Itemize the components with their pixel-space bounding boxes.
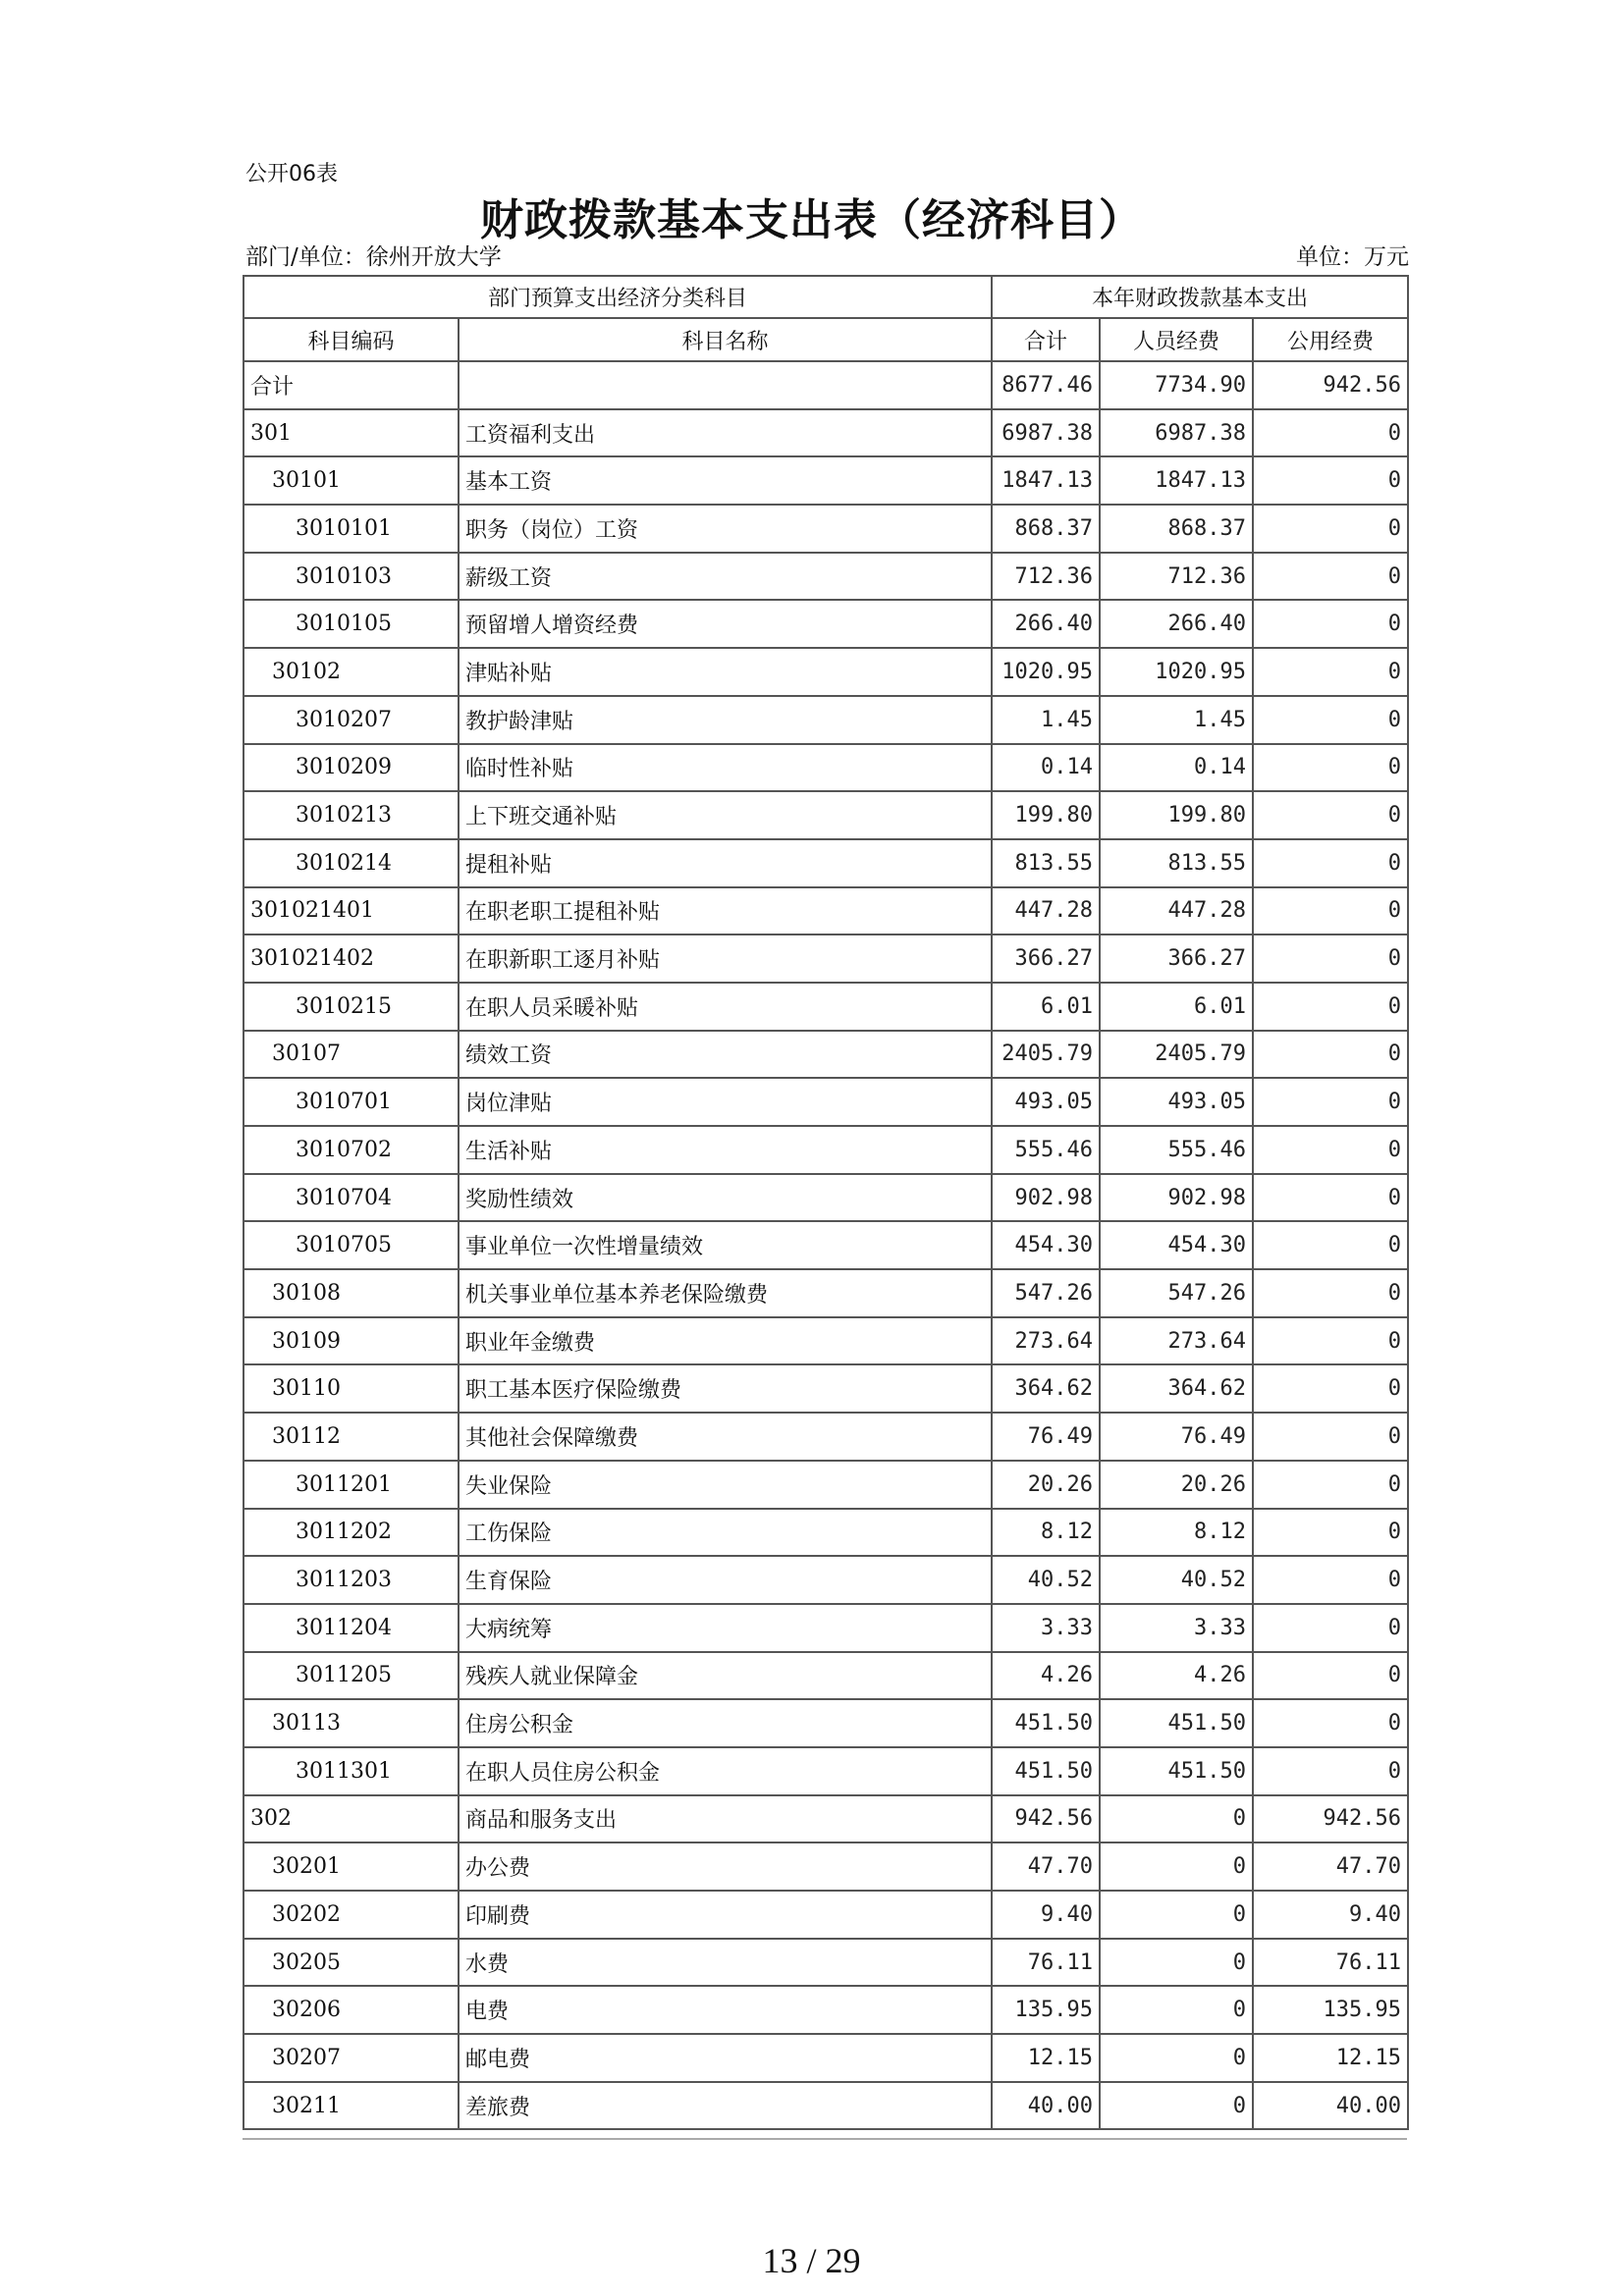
- row-public: 135.95: [1253, 1986, 1408, 2034]
- row-total: 942.56: [992, 1795, 1100, 1843]
- row-code: 3010215: [243, 983, 459, 1031]
- table-row: [243, 1413, 1408, 1461]
- row-total: 76.11: [992, 1939, 1100, 1987]
- row-code: 3010209: [243, 744, 459, 792]
- row-total: 266.40: [992, 600, 1100, 648]
- row-total: 135.95: [992, 1986, 1100, 2034]
- row-total: 813.55: [992, 839, 1100, 887]
- page-title: 财政拨款基本支出表（经济科目）: [480, 195, 1143, 245]
- row-total: 273.64: [992, 1317, 1100, 1365]
- form-number: 公开06表: [245, 162, 338, 187]
- row-name: 其他社会保障缴费: [459, 1413, 992, 1461]
- row-name: 岗位津贴: [459, 1078, 992, 1126]
- row-personnel: 1.45: [1100, 696, 1253, 744]
- row-public: 0: [1253, 1604, 1408, 1652]
- row-public: 0: [1253, 1364, 1408, 1413]
- row-name: 津贴补贴: [459, 648, 992, 696]
- row-total: 447.28: [992, 887, 1100, 935]
- table-row: [243, 791, 1408, 839]
- row-total: 902.98: [992, 1174, 1100, 1222]
- row-personnel: 6987.38: [1100, 409, 1253, 457]
- row-total: 3.33: [992, 1604, 1100, 1652]
- row-code: 3010702: [243, 1126, 459, 1174]
- row-public: 76.11: [1253, 1939, 1408, 1987]
- group-header-appropriation: 本年财政拨款基本支出: [992, 276, 1408, 318]
- row-personnel: 7734.90: [1100, 361, 1253, 409]
- table-row: [243, 696, 1408, 744]
- row-total: 364.62: [992, 1364, 1100, 1413]
- row-public: 0: [1253, 887, 1408, 935]
- row-public: 0: [1253, 1413, 1408, 1461]
- row-total: 1847.13: [992, 456, 1100, 505]
- row-code: 30101: [243, 456, 459, 505]
- row-code: 3010705: [243, 1221, 459, 1269]
- row-name: 职务（岗位）工资: [459, 505, 992, 553]
- page-indicator: 13 / 29: [762, 2241, 861, 2280]
- table-row: [243, 1556, 1408, 1604]
- row-name: 差旅费: [459, 2082, 992, 2130]
- row-name: 教护龄津贴: [459, 696, 992, 744]
- row-total: 366.27: [992, 934, 1100, 983]
- row-name: 邮电费: [459, 2034, 992, 2082]
- row-personnel: 547.26: [1100, 1269, 1253, 1317]
- row-name: 基本工资: [459, 456, 992, 505]
- row-name: 失业保险: [459, 1461, 992, 1509]
- row-personnel: 0: [1100, 2034, 1253, 2082]
- row-name: 职业年金缴费: [459, 1317, 992, 1365]
- row-name: 在职人员采暖补贴: [459, 983, 992, 1031]
- row-code: 30110: [243, 1364, 459, 1413]
- row-total: 868.37: [992, 505, 1100, 553]
- table-row: [243, 1317, 1408, 1365]
- row-public: 0: [1253, 1078, 1408, 1126]
- row-personnel: 902.98: [1100, 1174, 1253, 1222]
- row-code: 3010103: [243, 553, 459, 601]
- row-public: 0: [1253, 1699, 1408, 1747]
- row-code: 3011202: [243, 1509, 459, 1557]
- expenditure-table: [243, 275, 1409, 2130]
- row-code: 3010214: [243, 839, 459, 887]
- column-header-public: 公用经费: [1253, 318, 1408, 361]
- row-name: 印刷费: [459, 1891, 992, 1939]
- row-code: 30211: [243, 2082, 459, 2130]
- table-row: [243, 1078, 1408, 1126]
- row-personnel: 813.55: [1100, 839, 1253, 887]
- table-row: [243, 1126, 1408, 1174]
- row-total: 9.40: [992, 1891, 1100, 1939]
- row-total: 547.26: [992, 1269, 1100, 1317]
- row-name: 机关事业单位基本养老保险缴费: [459, 1269, 992, 1317]
- row-code: 3011301: [243, 1747, 459, 1795]
- row-code: 3010704: [243, 1174, 459, 1222]
- row-public: 0: [1253, 934, 1408, 983]
- table-row: [243, 505, 1408, 553]
- table-row: [243, 744, 1408, 792]
- column-header-total: 合计: [992, 318, 1100, 361]
- table-row: [243, 1604, 1408, 1652]
- row-code: 30112: [243, 1413, 459, 1461]
- row-code: 301021402: [243, 934, 459, 983]
- row-code: 3011203: [243, 1556, 459, 1604]
- row-name: 奖励性绩效: [459, 1174, 992, 1222]
- row-personnel: 0: [1100, 1795, 1253, 1843]
- row-name: 商品和服务支出: [459, 1795, 992, 1843]
- row-code: 3011205: [243, 1652, 459, 1700]
- row-personnel: 266.40: [1100, 600, 1253, 648]
- row-personnel: 366.27: [1100, 934, 1253, 983]
- table-row: [243, 887, 1408, 935]
- table-row: [243, 1364, 1408, 1413]
- table-row: [243, 1221, 1408, 1269]
- row-code: 302: [243, 1795, 459, 1843]
- row-name: 在职人员住房公积金: [459, 1747, 992, 1795]
- row-total: 40.52: [992, 1556, 1100, 1604]
- row-total: 0.14: [992, 744, 1100, 792]
- table-row: [243, 1461, 1408, 1509]
- row-name: 电费: [459, 1986, 992, 2034]
- department-label: 部门/单位：徐州开放大学: [245, 244, 502, 270]
- row-total: 451.50: [992, 1699, 1100, 1747]
- row-name: 在职老职工提租补贴: [459, 887, 992, 935]
- row-public: 0: [1253, 1031, 1408, 1079]
- row-public: 0: [1253, 553, 1408, 601]
- row-name: 工伤保险: [459, 1509, 992, 1557]
- row-public: 9.40: [1253, 1891, 1408, 1939]
- row-personnel: 0: [1100, 1986, 1253, 2034]
- table-row: [243, 1031, 1408, 1079]
- table-row: [243, 2034, 1408, 2082]
- row-name: 预留增人增资经费: [459, 600, 992, 648]
- row-personnel: 76.49: [1100, 1413, 1253, 1461]
- row-code: 30201: [243, 1842, 459, 1891]
- table-row: [243, 1939, 1408, 1987]
- row-public: 942.56: [1253, 361, 1408, 409]
- table-row: [243, 1174, 1408, 1222]
- row-public: 0: [1253, 1747, 1408, 1795]
- row-personnel: 1020.95: [1100, 648, 1253, 696]
- row-name: 住房公积金: [459, 1699, 992, 1747]
- row-public: 0: [1253, 409, 1408, 457]
- row-personnel: 0.14: [1100, 744, 1253, 792]
- row-total: 47.70: [992, 1842, 1100, 1891]
- row-personnel: 40.52: [1100, 1556, 1253, 1604]
- row-total: 40.00: [992, 2082, 1100, 2130]
- row-name: 生活补贴: [459, 1126, 992, 1174]
- table-row: [243, 934, 1408, 983]
- row-code: 30108: [243, 1269, 459, 1317]
- row-code: 合计: [243, 361, 459, 409]
- row-personnel: 4.26: [1100, 1652, 1253, 1700]
- row-code: 301: [243, 409, 459, 457]
- row-name: 职工基本医疗保险缴费: [459, 1364, 992, 1413]
- row-personnel: 8.12: [1100, 1509, 1253, 1557]
- row-code: 30109: [243, 1317, 459, 1365]
- row-personnel: 199.80: [1100, 791, 1253, 839]
- row-code: 30202: [243, 1891, 459, 1939]
- row-public: 0: [1253, 1269, 1408, 1317]
- table-row: [243, 1795, 1408, 1843]
- row-name: 薪级工资: [459, 553, 992, 601]
- row-name: [459, 361, 992, 409]
- table-row: [243, 1509, 1408, 1557]
- table-row: [243, 1986, 1408, 2034]
- table-row: [243, 1652, 1408, 1700]
- row-public: 0: [1253, 456, 1408, 505]
- row-name: 工资福利支出: [459, 409, 992, 457]
- row-public: 40.00: [1253, 2082, 1408, 2130]
- row-public: 0: [1253, 1174, 1408, 1222]
- row-total: 451.50: [992, 1747, 1100, 1795]
- row-name: 上下班交通补贴: [459, 791, 992, 839]
- row-code: 30206: [243, 1986, 459, 2034]
- row-name: 生育保险: [459, 1556, 992, 1604]
- row-code: 3010701: [243, 1078, 459, 1126]
- row-personnel: 0: [1100, 2082, 1253, 2130]
- row-code: 30207: [243, 2034, 459, 2082]
- column-header-personnel: 人员经费: [1100, 318, 1253, 361]
- row-name: 残疾人就业保障金: [459, 1652, 992, 1700]
- row-personnel: 1847.13: [1100, 456, 1253, 505]
- row-total: 8677.46: [992, 361, 1100, 409]
- bottom-divider: [243, 2138, 1407, 2140]
- unit-label: 单位：万元: [1296, 244, 1409, 270]
- row-total: 4.26: [992, 1652, 1100, 1700]
- row-code: 3010105: [243, 600, 459, 648]
- row-code: 30113: [243, 1699, 459, 1747]
- row-total: 454.30: [992, 1221, 1100, 1269]
- table-row: [243, 2082, 1408, 2130]
- row-name: 在职新职工逐月补贴: [459, 934, 992, 983]
- row-personnel: 273.64: [1100, 1317, 1253, 1365]
- row-public: 0: [1253, 839, 1408, 887]
- row-total: 712.36: [992, 553, 1100, 601]
- row-public: 0: [1253, 505, 1408, 553]
- row-personnel: 0: [1100, 1842, 1253, 1891]
- table-row: [243, 361, 1408, 409]
- table-row: [243, 648, 1408, 696]
- row-public: 0: [1253, 1461, 1408, 1509]
- row-public: 0: [1253, 744, 1408, 792]
- row-personnel: 2405.79: [1100, 1031, 1253, 1079]
- row-personnel: 712.36: [1100, 553, 1253, 601]
- row-public: 942.56: [1253, 1795, 1408, 1843]
- row-total: 6.01: [992, 983, 1100, 1031]
- row-name: 办公费: [459, 1842, 992, 1891]
- row-name: 绩效工资: [459, 1031, 992, 1079]
- row-public: 0: [1253, 696, 1408, 744]
- row-total: 199.80: [992, 791, 1100, 839]
- row-code: 301021401: [243, 887, 459, 935]
- row-code: 3010207: [243, 696, 459, 744]
- row-code: 3011201: [243, 1461, 459, 1509]
- row-name: 大病统筹: [459, 1604, 992, 1652]
- row-total: 1.45: [992, 696, 1100, 744]
- row-personnel: 20.26: [1100, 1461, 1253, 1509]
- row-personnel: 6.01: [1100, 983, 1253, 1031]
- row-personnel: 0: [1100, 1891, 1253, 1939]
- row-code: 30102: [243, 648, 459, 696]
- row-total: 2405.79: [992, 1031, 1100, 1079]
- row-total: 20.26: [992, 1461, 1100, 1509]
- row-public: 0: [1253, 791, 1408, 839]
- table-row: [243, 1891, 1408, 1939]
- table-row: [243, 456, 1408, 505]
- table-row: [243, 553, 1408, 601]
- row-public: 0: [1253, 1556, 1408, 1604]
- row-name: 事业单位一次性增量绩效: [459, 1221, 992, 1269]
- table-row: [243, 983, 1408, 1031]
- row-personnel: 451.50: [1100, 1747, 1253, 1795]
- row-total: 76.49: [992, 1413, 1100, 1461]
- row-total: 12.15: [992, 2034, 1100, 2082]
- row-public: 0: [1253, 648, 1408, 696]
- table-row: [243, 1699, 1408, 1747]
- row-public: 0: [1253, 1509, 1408, 1557]
- table-row: [243, 839, 1408, 887]
- row-public: 0: [1253, 600, 1408, 648]
- table-row: [243, 1269, 1408, 1317]
- group-header-row: [243, 276, 1408, 318]
- row-name: 临时性补贴: [459, 744, 992, 792]
- row-name: 提租补贴: [459, 839, 992, 887]
- row-code: 3010101: [243, 505, 459, 553]
- row-personnel: 0: [1100, 1939, 1253, 1987]
- table-row: [243, 1842, 1408, 1891]
- row-total: 1020.95: [992, 648, 1100, 696]
- row-public: 0: [1253, 983, 1408, 1031]
- row-public: 0: [1253, 1221, 1408, 1269]
- row-personnel: 451.50: [1100, 1699, 1253, 1747]
- table-row: [243, 409, 1408, 457]
- column-header-code: 科目编码: [243, 318, 459, 361]
- row-personnel: 447.28: [1100, 887, 1253, 935]
- row-public: 0: [1253, 1317, 1408, 1365]
- row-code: 3010213: [243, 791, 459, 839]
- row-code: 30205: [243, 1939, 459, 1987]
- row-personnel: 493.05: [1100, 1078, 1253, 1126]
- row-personnel: 868.37: [1100, 505, 1253, 553]
- row-total: 555.46: [992, 1126, 1100, 1174]
- row-public: 0: [1253, 1652, 1408, 1700]
- row-public: 0: [1253, 1126, 1408, 1174]
- row-personnel: 3.33: [1100, 1604, 1253, 1652]
- row-personnel: 555.46: [1100, 1126, 1253, 1174]
- row-name: 水费: [459, 1939, 992, 1987]
- row-personnel: 454.30: [1100, 1221, 1253, 1269]
- row-total: 8.12: [992, 1509, 1100, 1557]
- row-public: 47.70: [1253, 1842, 1408, 1891]
- row-code: 30107: [243, 1031, 459, 1079]
- column-header-name: 科目名称: [459, 318, 992, 361]
- row-total: 6987.38: [992, 409, 1100, 457]
- row-code: 3011204: [243, 1604, 459, 1652]
- column-header-row: [243, 318, 1408, 361]
- row-public: 12.15: [1253, 2034, 1408, 2082]
- table-row: [243, 600, 1408, 648]
- table-row: [243, 1747, 1408, 1795]
- row-total: 493.05: [992, 1078, 1100, 1126]
- row-personnel: 364.62: [1100, 1364, 1253, 1413]
- group-header-classification: 部门预算支出经济分类科目: [243, 276, 992, 318]
